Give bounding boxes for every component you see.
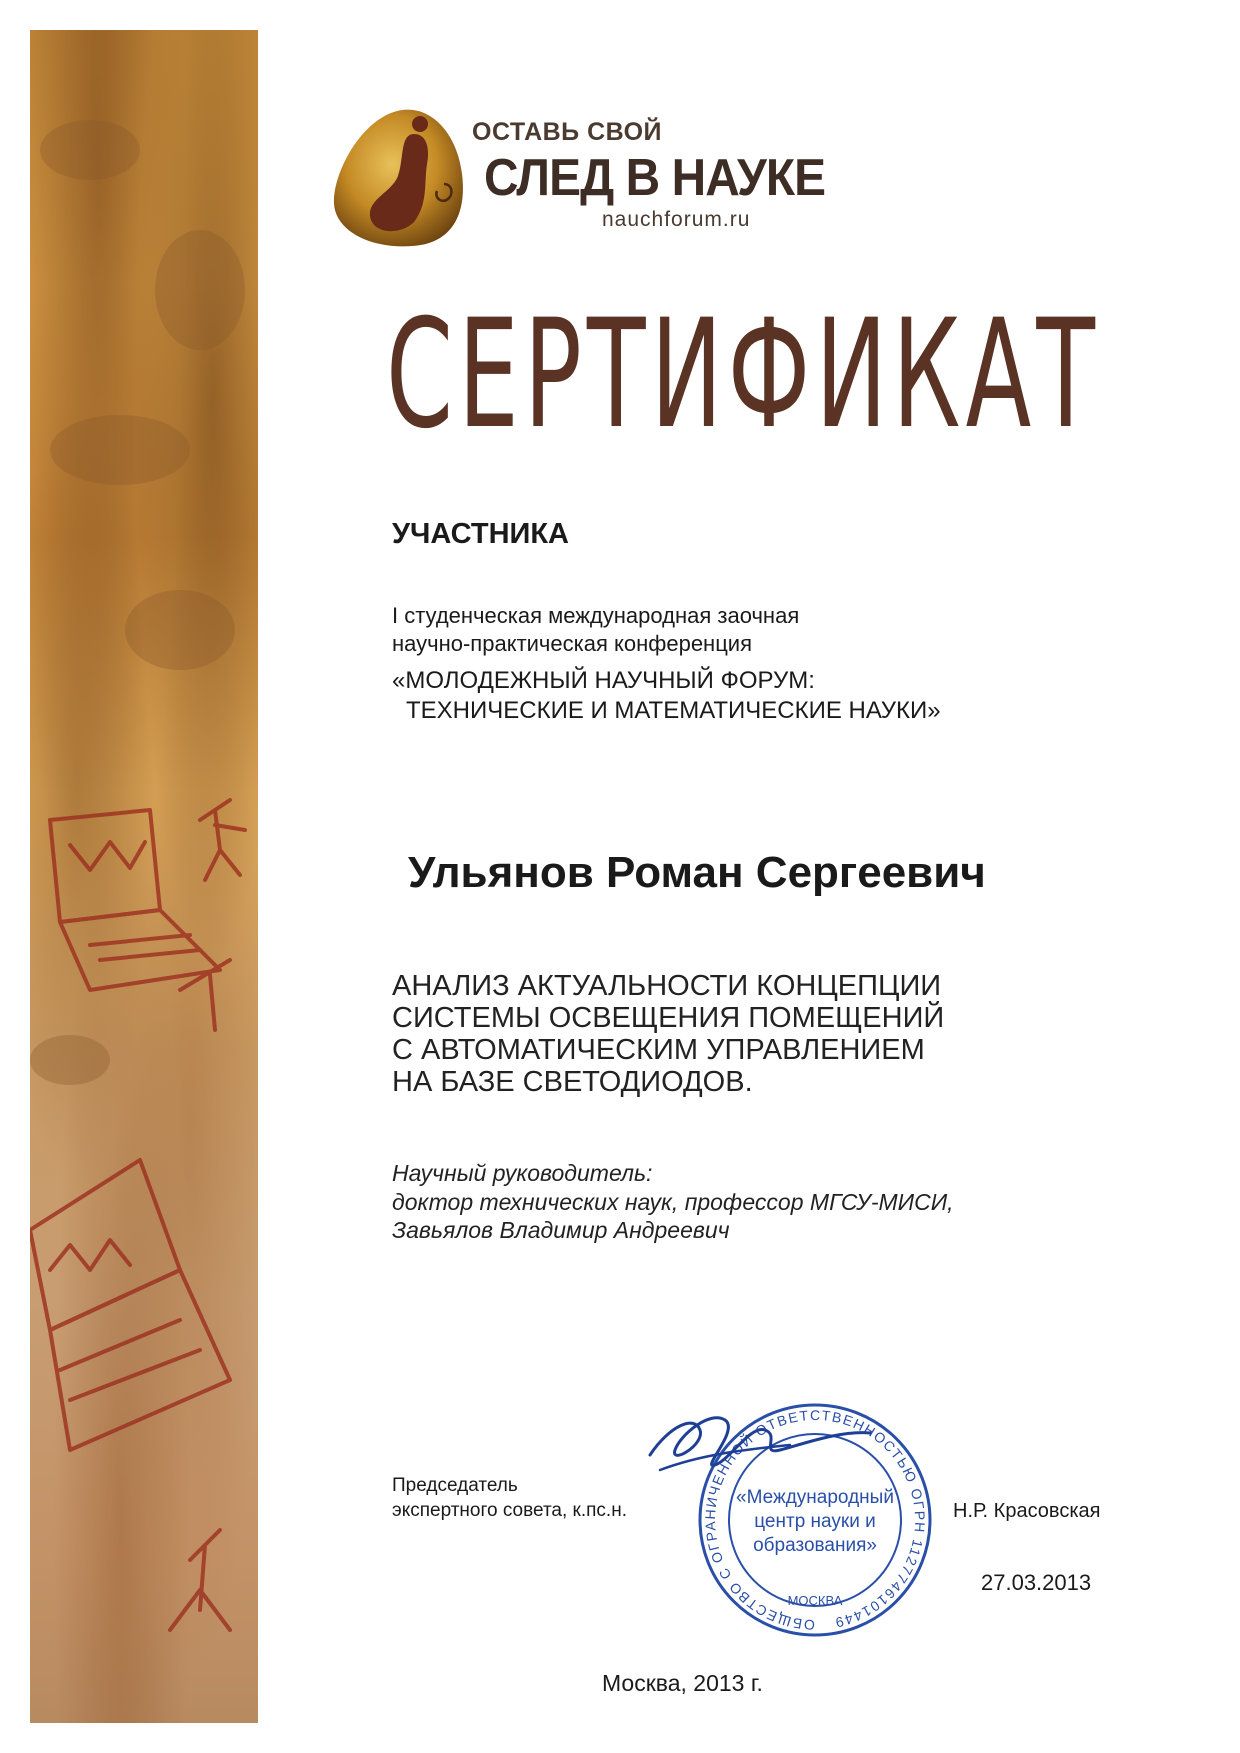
topic-line-3: С АВТОМАТИЧЕСКИМ УПРАВЛЕНИЕМ	[392, 1034, 925, 1066]
chair-name: Н.Р. Красовская	[953, 1500, 1101, 1522]
logo-line-2: СЛЕД В НАУКЕ	[484, 149, 826, 207]
supervisor-name: Завьялов Владимир Андреевич	[392, 1217, 730, 1243]
issue-date: 27.03.2013	[981, 1570, 1092, 1595]
conference-name-line-1: «МОЛОДЕЖНЫЙ НАУЧНЫЙ ФОРУМ:	[392, 667, 815, 694]
conference-line-2: научно-практическая конференция	[392, 631, 753, 656]
chair-line-1: Председатель	[392, 1475, 518, 1496]
certificate-title: СЕРТИФИКАТ	[386, 288, 1101, 462]
stamp-center-line-1: «Международный	[736, 1487, 894, 1508]
stamp-center-line-3: образования»	[753, 1535, 877, 1556]
rock-art-illustration	[30, 30, 258, 1723]
city-year: Москва, 2013 г.	[602, 1670, 763, 1696]
logo-line-1: ОСТАВЬ СВОЙ	[472, 118, 662, 146]
conference-line-1: I студенческая международная заочная	[392, 603, 800, 628]
topic-line-1: АНАЛИЗ АКТУАЛЬНОСТИ КОНЦЕПЦИИ	[392, 970, 942, 1002]
recipient-name: Ульянов Роман Сергеевич	[408, 848, 986, 897]
decorative-side-strip	[30, 30, 258, 1723]
stamp-city: МОСКВА	[787, 1593, 843, 1608]
official-stamp	[640, 1395, 940, 1655]
conference-name-line-2: ТЕХНИЧЕСКИЕ И МАТЕМАТИЧЕСКИЕ НАУКИ»	[406, 697, 941, 724]
chair-line-2: экспертного совета, к.пс.н.	[392, 1500, 627, 1521]
forum-logo	[332, 104, 826, 254]
stamp-ring-text: ОБЩЕСТВО С ОГРАНИЧЕННОЙ ОТВЕТСТВЕННОСТЬЮ ОГРН 1127746101449	[701, 1406, 929, 1634]
supervisor-title: доктор технических наук, профессор МГСУ-МИСИ,	[392, 1189, 954, 1215]
footprint-logo-icon	[332, 104, 472, 254]
topic-line-4: НА БАЗЕ СВЕТОДИОДОВ.	[392, 1066, 753, 1098]
logo-website: nauchforum.ru	[602, 208, 751, 231]
supervisor-label: Научный руководитель:	[392, 1160, 653, 1186]
topic-line-2: СИСТЕМЫ ОСВЕЩЕНИЯ ПОМЕЩЕНИЙ	[392, 1002, 945, 1034]
participant-label: УЧАСТНИКА	[392, 518, 570, 550]
stamp-center-line-2: центр науки и	[754, 1511, 876, 1532]
